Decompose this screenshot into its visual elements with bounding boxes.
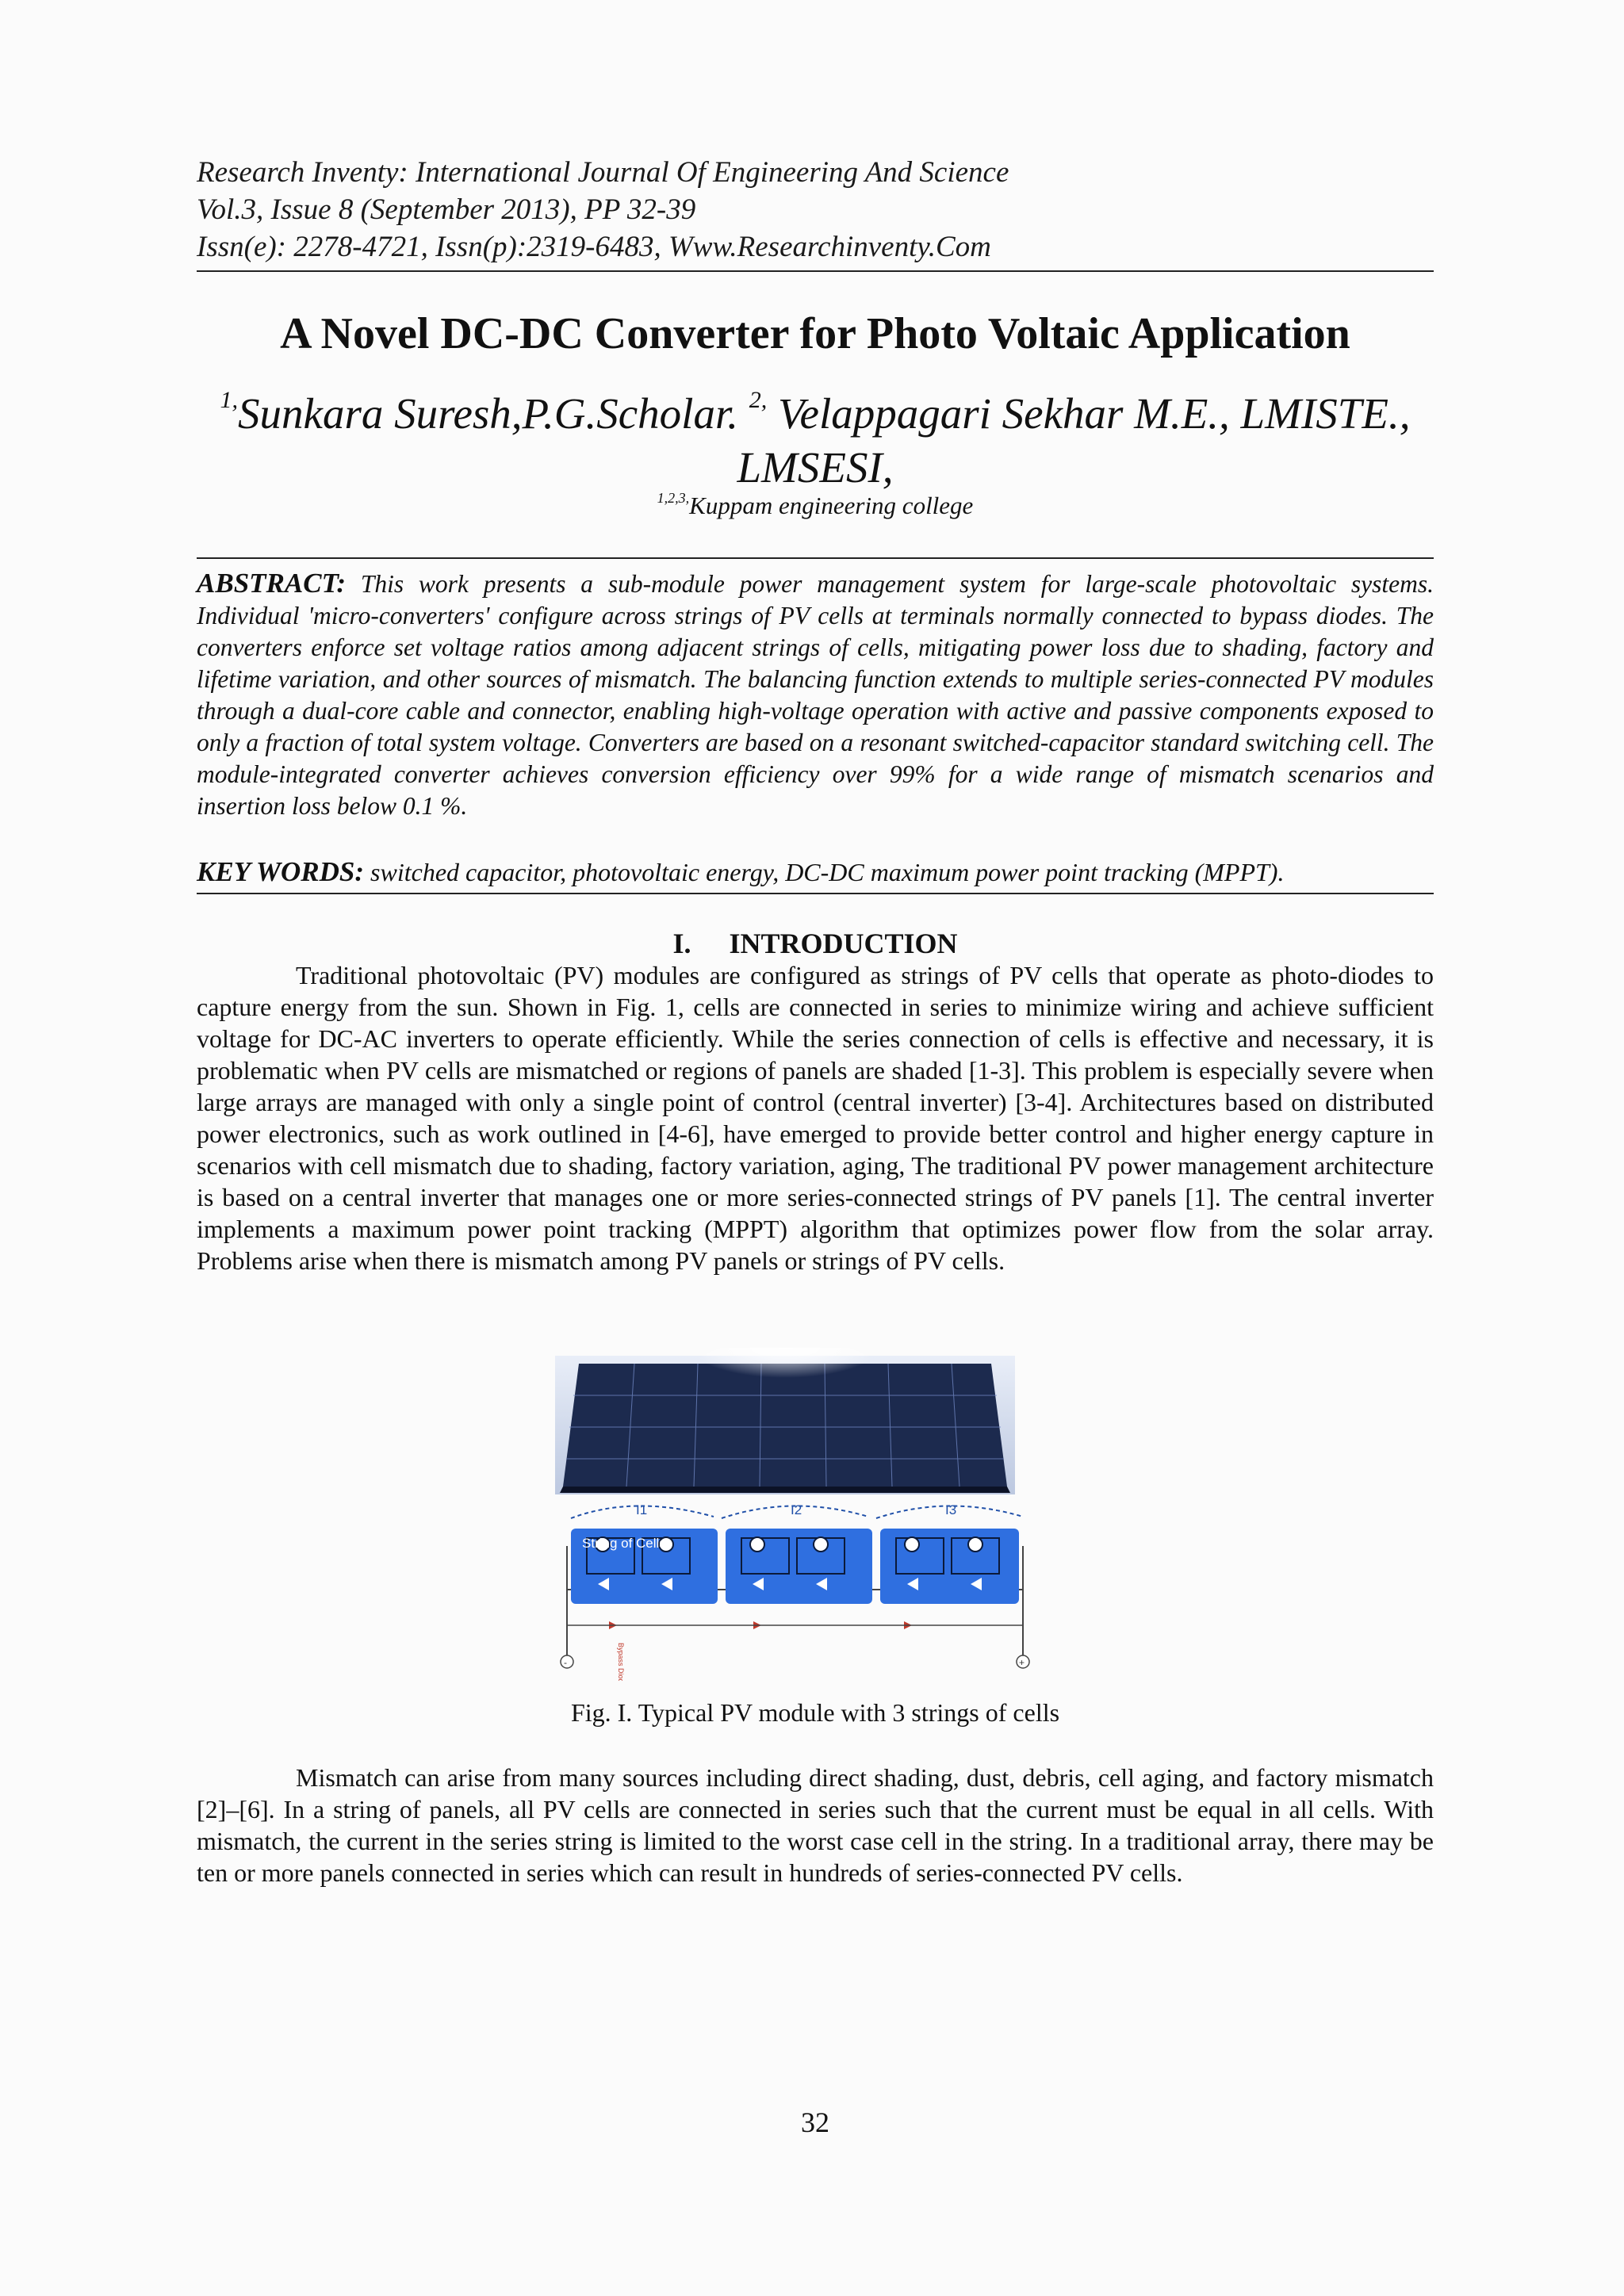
paragraph-text: Traditional photovoltaic (PV) modules are configured as strings of PV cells that operate as photo-diodes to capture energy from the sun. Shown in Fig. 1, cells are connected in series to minimize wiring and achieve sufficient voltage for DC-AC inverters to operate efficiently. While the series connection of cells is effective and necessary, it is problematic when PV cells are mismatched or regions of panels are shaded [1-3]. This problem is especially severe when large arrays are managed with only a single point of control (central inverter) [3-4]. Architectures based on distributed power electronics, such as work outlined in [4-6], have emerged to provide better control and higher energy capture in scenarios with cell mismatch due to shading, factory variation, aging, The traditional PV power management architecture is based on a central inverter that manages one or more series-connected strings of PV panels [1]. The central inverter implements a maximum power point tracking (MPPT) algorithm that optimizes power flow from the solar array. Problems arise when there is mismatch among PV panels or strings of PV cells. [197,961,1434,1275]
section-heading [197,926,1434,961]
negative-terminal [561,1655,573,1668]
intro-paragraph-1 [197,959,1434,1276]
cell-string-2 [726,1529,872,1604]
keywords-bottom-rule [197,893,1434,894]
page-number: 32 [801,2107,829,2138]
abstract [197,568,1434,822]
author-list [197,387,1434,495]
journal-issn: Issn(e): 2278-4721, Issn(p):2319-6483, Www.Researchinventy.Com [197,231,991,263]
journal-name: Research Inventy: International Journal Of Engineering And Science [197,156,1009,189]
current-label-i1: I1 [636,1502,648,1517]
pv-module-diagram [515,1348,1055,1681]
affiliation [197,490,1434,522]
cell-string-3 [880,1529,1019,1604]
abstract-top-rule [197,557,1434,559]
bypass-diodes-label: Bypass Diodes [617,1643,625,1681]
author1-superscript: 1, [220,387,239,413]
panel-frame [560,1487,1010,1493]
section-number: I. [672,928,691,959]
positive-terminal-label: + [1019,1657,1025,1668]
author2-name: Velappagari Sekhar M.E., LMISTE., [767,389,1411,438]
author1-name: Sunkara Suresh,P.G.Scholar. [238,389,749,438]
keywords-label: KEY WORDS: [197,856,365,887]
abstract-label: ABSTRACT: [197,568,347,599]
keywords [197,855,1434,890]
section-title: INTRODUCTION [729,928,958,959]
author2-superscript: 2, [749,387,768,413]
negative-terminal-label: - [564,1657,567,1668]
current-label-i2: I2 [791,1502,802,1517]
affiliation-name: Kuppam engineering college [689,492,974,519]
author-line2: LMSESI, [737,443,894,492]
intro-paragraph-2 [197,1762,1434,1888]
journal-volume: Vol.3, Issue 8 (September 2013), PP 32-39 [197,193,696,226]
string-of-cells-label: String of Cells [582,1536,666,1551]
current-label-i3: I3 [945,1502,957,1517]
keywords-text: switched capacitor, photovoltaic energy, DC-DC maximum power point tracking (MPPT). [364,858,1285,886]
pv-module-figure [515,1348,1055,1681]
paper-title: A Novel DC-DC Converter for Photo Voltaic Application [280,309,1350,358]
header-rule [197,270,1434,272]
affiliation-superscript: 1,2,3, [657,490,690,506]
journal-header [197,154,1434,266]
abstract-text: This work presents a sub-module power management system for large-scale photovoltaic systems. Individual 'micro-converters' configure across strings of PV cells at terminals normally connected to bypass diodes. The converters enforce set voltage ratios among adjacent strings of cells, mitigating power loss due to shading, factory and lifetime variation, and other sources of mismatch. The balancing function extends to multiple series-connected PV modules through a dual-core cable and connector, enabling high-voltage operation with active and passive components exposed to only a fraction of total system voltage. Converters are based on a resonant switched-capacitor standard switching cell. The module-integrated converter achieves conversion efficiency over 99% for a wide range of mismatch scenarios and insertion loss below 0.1 %. [197,570,1434,820]
figure-caption: Fig. I. Typical PV module with 3 strings of cells [570,1698,1060,1727]
paragraph-text: Mismatch can arise from many sources including direct shading, dust, debris, cell aging, and factory mismatch [2]–[6]. In a string of panels, all PV cells are connected in series such that the current must be equal in all cells. With mismatch, the current in the series string is limited to the worst case cell in the string. In a traditional array, there may be ten or more panels connected in series which can result in hundreds of series-connected PV cells. [197,1763,1434,1887]
